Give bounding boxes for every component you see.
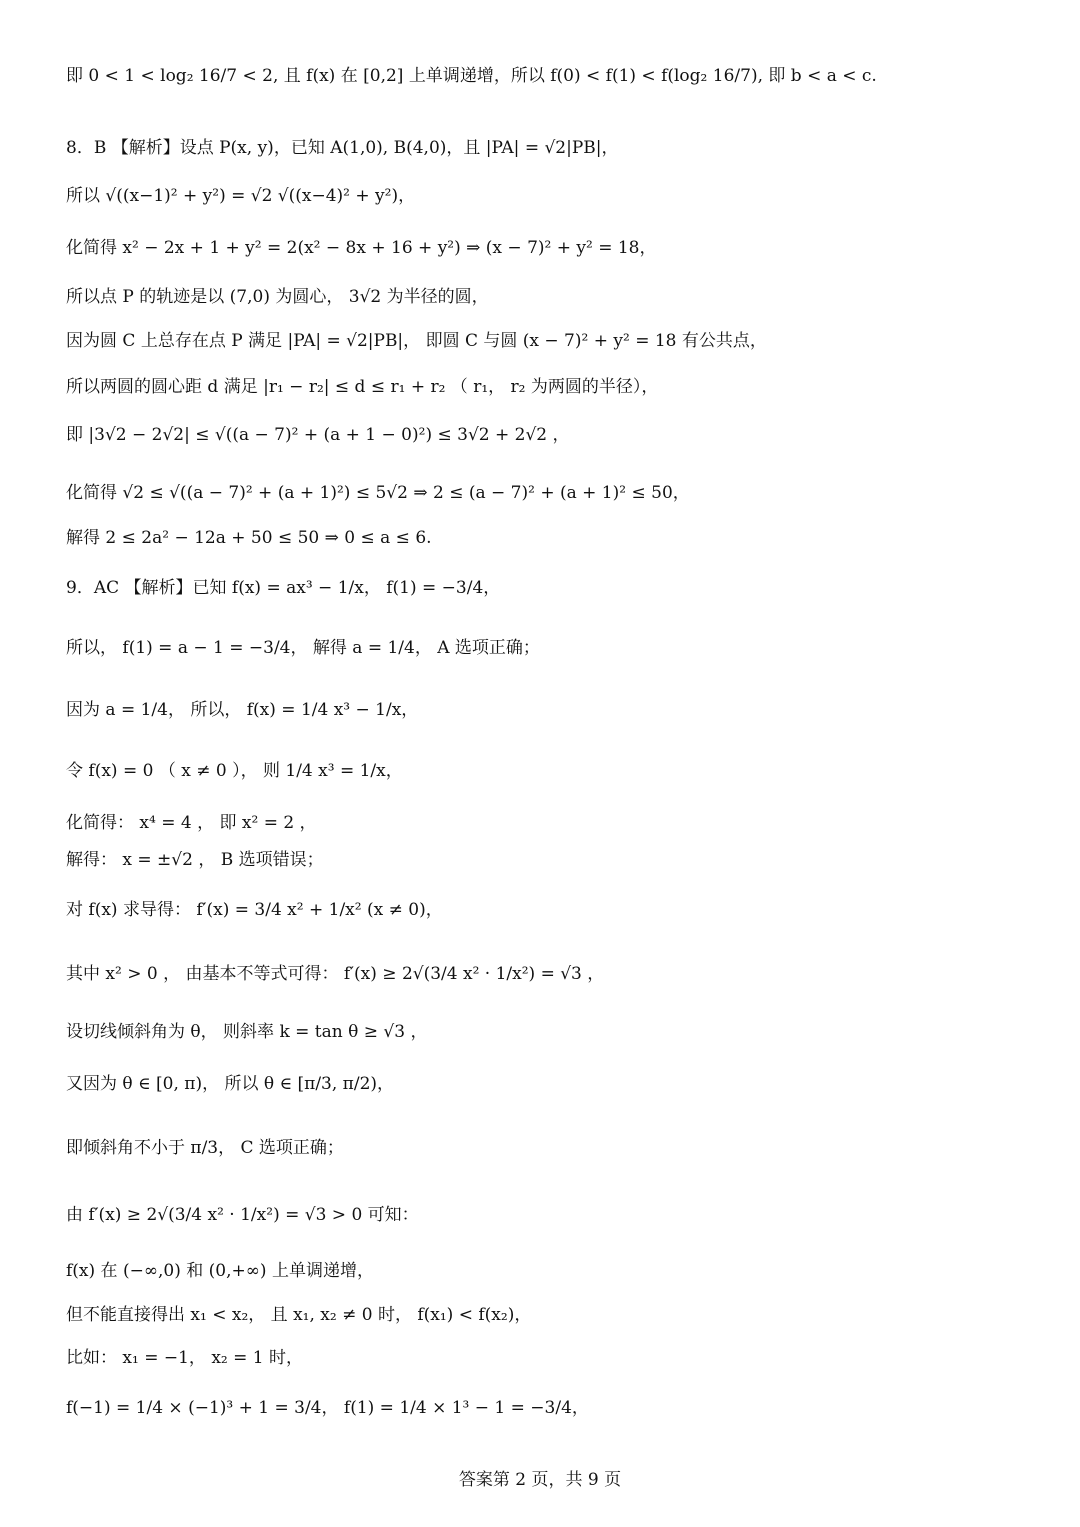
- text-line-10: 解得 2 ≤ 2a² − 12a + 50 ≤ 50 ⇒ 0 ≤ a ≤ 6.: [66, 528, 432, 548]
- text-line-18: 其中 x² > 0 ， 由基本不等式可得： f′(x) ≥ 2√(3/4 x² · 1/x²) = √3 ，: [66, 964, 605, 984]
- text-line-4: 化简得 x² − 2x + 1 + y² = 2(x² − 8x + 16 + y²) ⇒ (x − 7)² + y² = 18，: [66, 238, 657, 258]
- text-line-17: 对 f(x) 求导得： f′(x) = 3/4 x² + 1/x² (x ≠ 0)，: [66, 900, 443, 920]
- text-line-21: 即倾斜角不小于 π/3， C 选项正确；: [66, 1138, 344, 1158]
- text-line-16: 解得： x = ±√2 ， B 选项错误；: [66, 850, 324, 870]
- text-line-15: 化简得： x⁴ = 4 ， 即 x² = 2 ，: [66, 813, 317, 833]
- text-line-13: 因为 a = 1/4， 所以， f(x) = 1/4 x³ − 1/x，: [66, 700, 419, 720]
- text-line-20: 又因为 θ ∈ [0, π)， 所以 θ ∈ [π/3, π/2)，: [66, 1074, 395, 1094]
- text-line-2: 8．B 【解析】设点 P(x, y)，已知 A(1,0), B(4,0)，且 |PA| = √2|PB|，: [66, 138, 619, 158]
- text-line-26: f(−1) = 1/4 × (−1)³ + 1 = 3/4， f(1) = 1/4 × 1³ − 1 = −3/4，: [66, 1398, 589, 1418]
- text-line-7: 所以两圆的圆心距 d 满足 |r₁ − r₂| ≤ d ≤ r₁ + r₂ （ r₁， r₂ 为两圆的半径），: [66, 377, 659, 397]
- page-footer: 答案第 2 页，共 9 页: [458, 1470, 622, 1490]
- text-line-12: 所以， f(1) = a − 1 = −3/4， 解得 a = 1/4， A 选项正确；: [66, 638, 540, 658]
- text-line-5: 所以点 P 的轨迹是以 (7,0) 为圆心， 3√2 为半径的圆，: [66, 287, 489, 307]
- text-line-8: 即 |3√2 − 2√2| ≤ √((a − 7)² + (a + 1 − 0)²) ≤ 3√2 + 2√2 ，: [66, 425, 570, 445]
- text-line-1: 即 0 < 1 < log₂ 16/7 < 2, 且 f(x) 在 [0,2] 上单调递增，所以 f(0) < f(1) < f(log₂ 16/7), 即 b < a < c.: [66, 66, 877, 86]
- text-line-22: 由 f′(x) ≥ 2√(3/4 x² · 1/x²) = √3 > 0 可知：: [66, 1205, 419, 1225]
- text-line-25: 比如： x₁ = −1， x₂ = 1 时，: [66, 1348, 303, 1368]
- text-line-11: 9．AC 【解析】已知 f(x) = ax³ − 1/x， f(1) = −3/4，: [66, 578, 501, 598]
- text-line-14: 令 f(x) = 0 （ x ≠ 0 ）， 则 1/4 x³ = 1/x，: [66, 761, 403, 781]
- text-line-24: 但不能直接得出 x₁ < x₂， 且 x₁, x₂ ≠ 0 时， f(x₁) < f(x₂)，: [66, 1305, 532, 1325]
- text-line-3: 所以 √((x−1)² + y²) = √2 √((x−4)² + y²)，: [66, 186, 416, 206]
- text-line-6: 因为圆 C 上总存在点 P 满足 |PA| = √2|PB|， 即圆 C 与圆 (x − 7)² + y² = 18 有公共点，: [66, 331, 767, 351]
- text-line-9: 化简得 √2 ≤ √((a − 7)² + (a + 1)²) ≤ 5√2 ⇒ 2 ≤ (a − 7)² + (a + 1)² ≤ 50，: [66, 483, 690, 503]
- text-line-23: f(x) 在 (−∞,0) 和 (0,+∞) 上单调递增，: [66, 1261, 374, 1281]
- text-line-19: 设切线倾斜角为 θ， 则斜率 k = tan θ ≥ √3 ，: [66, 1022, 428, 1042]
